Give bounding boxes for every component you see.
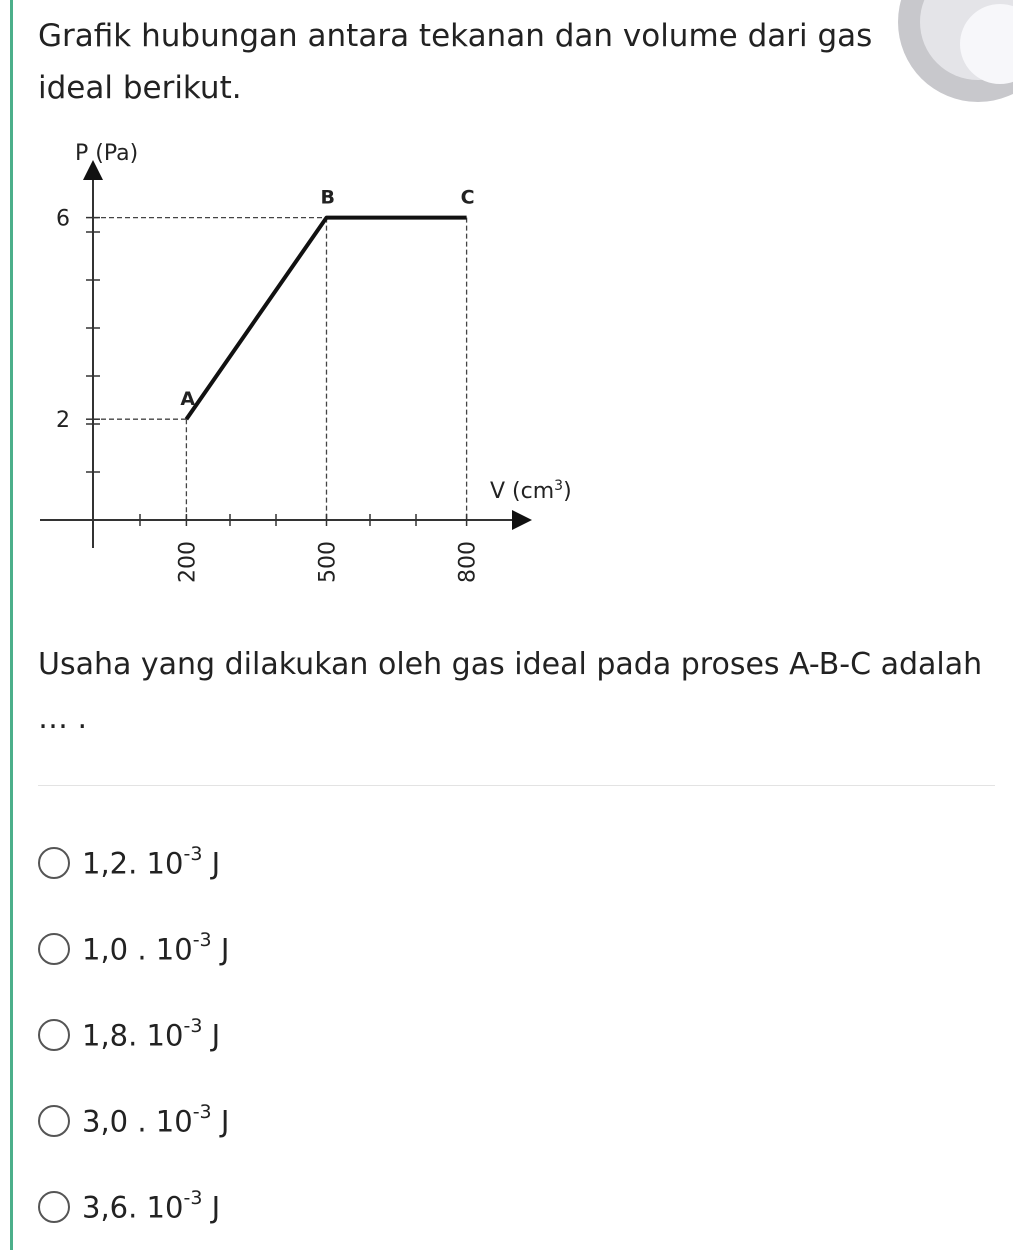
option-label: 3,6. $10^{-3}$ J xyxy=(82,1186,221,1225)
radio-button[interactable] xyxy=(38,847,70,879)
dashed-guides xyxy=(93,218,467,520)
x-axis-label: V $(cm^3)$ xyxy=(490,478,572,504)
floating-action-core xyxy=(960,4,1013,84)
answer-options xyxy=(38,820,738,1250)
option-2[interactable] xyxy=(38,906,738,992)
option-label: 1,8. $10^{-3}$ J xyxy=(82,1014,221,1053)
option-4[interactable] xyxy=(38,1078,738,1164)
point-labels xyxy=(180,187,474,411)
floating-action-ring xyxy=(920,0,1013,80)
x-tick-label-200: 200 xyxy=(175,541,201,583)
option-5[interactable] xyxy=(38,1164,738,1250)
floating-action-circle[interactable] xyxy=(898,0,1013,102)
option-label: 1,2. $10^{-3}$ J xyxy=(82,842,221,881)
point-label-c: C xyxy=(460,186,475,209)
question-prompt: Usaha yang dilakukan oleh gas ideal pada proses A-B-C adalah … . xyxy=(38,647,992,736)
left-accent-border xyxy=(10,0,13,1250)
x-tick-label-800: 800 xyxy=(455,541,481,583)
point-label-a: A xyxy=(180,388,196,411)
point-label-b: B xyxy=(320,186,335,209)
radio-button[interactable] xyxy=(38,1019,70,1051)
pv-graph xyxy=(30,130,590,600)
radio-button[interactable] xyxy=(38,1105,70,1137)
y-tick-label-6: 6 xyxy=(56,206,70,232)
question-intro: Grafik hubungan antara tekanan dan volume dari gas ideal berikut. xyxy=(38,18,873,106)
option-1[interactable] xyxy=(38,820,738,906)
y-axis-label: P (Pa) xyxy=(75,141,139,166)
radio-button[interactable] xyxy=(38,933,70,965)
option-label: 1,0 . $10^{-3}$ J xyxy=(82,928,230,967)
radio-button[interactable] xyxy=(38,1191,70,1223)
option-label: 3,0 . $10^{-3}$ J xyxy=(82,1100,230,1139)
tick-labels xyxy=(56,207,481,583)
option-3[interactable] xyxy=(38,992,738,1078)
x-tick-label-500: 500 xyxy=(315,541,341,583)
divider xyxy=(38,785,995,786)
y-tick-label-2: 2 xyxy=(56,408,70,434)
